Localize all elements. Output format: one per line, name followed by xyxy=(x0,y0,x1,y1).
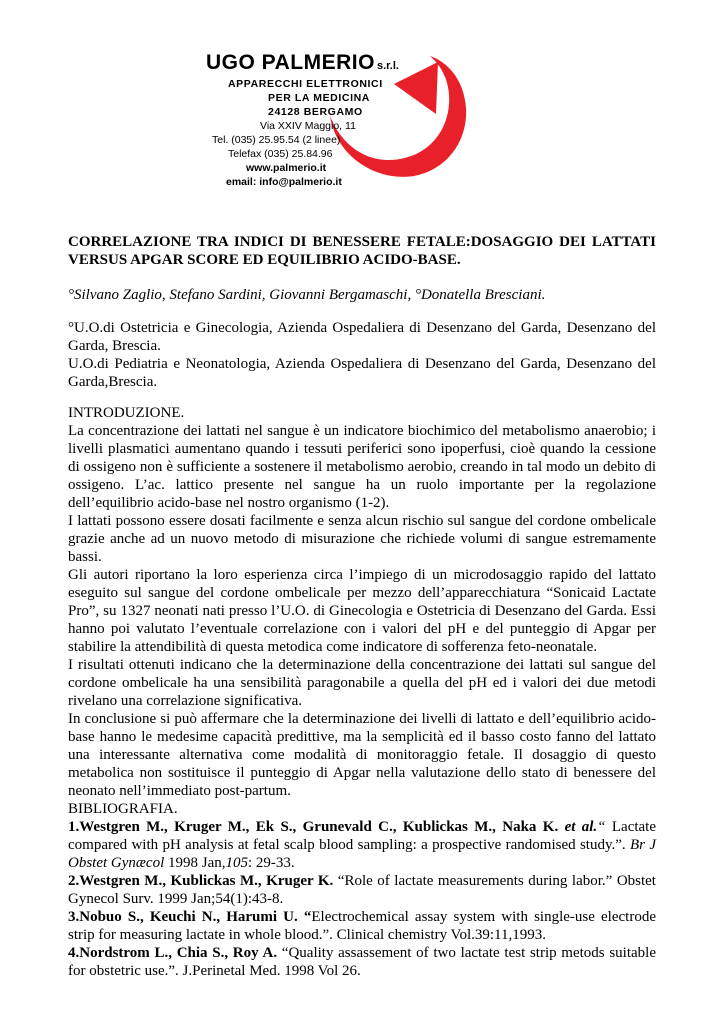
paragraph: Gli autori riportano la loro esperienza circa l’impiego di un microdosaggio rapido del lattato eseguito sul sangue del cordone ombelicale per mezzo dell’apparecchiatura “Sonicaid Lactate Pro”, su 1327 neonati nati presso l’U.O. di Ginecologia e Ostetricia di Desenzano del Garda. Essi hanno poi valutato l’eventuale correlazione con i valori del pH e del punteggio di Apgar per stabilire la attendibilità di questa metodica come indicatore di sofferenza feto-neonatale. xyxy=(68,567,656,655)
company-address: Via XXIV Maggio, 11 xyxy=(260,120,356,132)
company-line-3: 24128 BERGAMO xyxy=(268,106,363,118)
title-line-1: CORRELAZIONE TRA INDICI DI BENESSERE FETALE:DOSAGGIO DEI LATTATI xyxy=(68,234,656,250)
bib-quote: “ xyxy=(597,819,606,835)
bibliography-item xyxy=(68,944,656,980)
letterhead xyxy=(206,52,436,189)
company-line-1: APPARECCHI ELETTRONICI xyxy=(228,78,383,90)
bib-etal: et al. xyxy=(564,819,598,835)
bib-text: Electrochemical assay system with single-use electrode strip for measuring lactate in whole blood.”. Clinical chemistry Vol.39:11,1993. xyxy=(68,909,656,943)
paragraph: In conclusione si può affermare che la determinazione dei livelli di lattato e dell’equilibrio acido-base hanno le medesime capacità predittive, ma la semplicità ed il basso costo fanno del lattato una interessante alternativa come modalità di monitoraggio fetale. Il dosaggio di questo metabolica non sostituisce il punteggio di Apgar nella valutazione dello stato di benessere del neonato nell’immediato post-partum. xyxy=(68,711,656,799)
company-email: email: info@palmerio.it xyxy=(226,176,342,188)
company-name: UGO PALMERIO s.r.l. xyxy=(206,51,399,74)
bibliography-item xyxy=(68,872,656,908)
paragraph: I lattati possono essere dosati facilmente e senza alcun rischio sul sangue del cordone ombelicale grazie anche ad un nuovo metodo di misurazione che richiede volumi di sangue estremamente bassi. xyxy=(68,513,656,565)
company-fax: Telefax (035) 25.84.96 xyxy=(228,148,333,160)
bib-date: 1998 Jan, xyxy=(164,855,226,871)
intro-heading: INTRODUZIONE. xyxy=(68,405,185,421)
title-line-2: VERSUS APGAR SCORE ED EQUILIBRIO ACIDO-BASE. xyxy=(68,252,461,268)
bib-authors: 4.Nordstrom L., Chia S., Roy A. xyxy=(68,945,278,961)
affiliations xyxy=(68,319,656,391)
bib-journal: Br J Obstet Gynæcol xyxy=(68,837,656,871)
paragraph: I risultati ottenuti indicano che la determinazione della concentrazione dei lattati sul sangue del cordone ombelicale ha una sensibilità paragonabile a quella del pH ed i valori dei due metodi rivelano una correlazione significativa. xyxy=(68,657,656,709)
document-body xyxy=(68,404,656,980)
company-web: www.palmerio.it xyxy=(246,162,327,174)
bib-text: “Quality assassement of two lactate test strip metods suitable for obstetric use.”. J.Perinetal Med. 1998 Vol 26. xyxy=(68,945,656,979)
bib-authors: 3.Nobuo S., Keuchi N., Harumi U. “ xyxy=(68,909,312,925)
document-title xyxy=(68,233,656,269)
bib-pages: : 29-33. xyxy=(247,855,295,871)
bibliography-heading: BIBLIOGRAFIA. xyxy=(68,801,178,817)
bibliography-item xyxy=(68,908,656,944)
bibliography-item xyxy=(68,818,656,872)
paragraph: La concentrazione dei lattati nel sangue è un indicatore biochimico del metabolismo anaerobio; i livelli plasmatici aumentano quando i tessuti periferici sono ipoperfusi, cioè quando la cessione di ossigeno non è sufficiente a sostenere il metabolismo aerobio, creando in tal modo un debito di ossigeno. L’ac. lattico presente nel sangue ha un ruolo importante per la regolazione dell’equilibrio acido-base nel nostro organismo (1-2). xyxy=(68,423,656,511)
bib-authors: 2.Westgren M., Kublickas M., Kruger K. xyxy=(68,873,334,889)
bib-text: Lactate compared with pH analysis at fetal scalp blood sampling: a prospective randomised study.”. xyxy=(68,819,656,853)
company-suffix: s.r.l. xyxy=(376,60,399,72)
bib-text: “Role of lactate measurements during labor.” Obstet Gynecol Surv. 1999 Jan;54(1):43-8. xyxy=(68,873,656,907)
bib-volume: 105 xyxy=(225,855,248,871)
bib-authors: 1.Westgren M., Kruger M., Ek S., Grunevald C., Kublickas M., Naka K. xyxy=(68,819,559,835)
company-tel: Tel. (035) 25.95.54 (2 linee) xyxy=(212,134,341,146)
affiliation-1: °U.O.di Ostetricia e Ginecologia, Azienda Ospedaliera di Desenzano del Garda, Desenzano del Garda, Brescia. xyxy=(68,320,656,354)
company-line-2: PER LA MEDICINA xyxy=(268,92,370,104)
authors: °Silvano Zaglio, Stefano Sardini, Giovanni Bergamaschi, °Donatella Bresciani. xyxy=(68,287,546,303)
affiliation-2: U.O.di Pediatria e Neonatologia, Azienda Ospedaliera di Desenzano del Garda, Desenzano del Garda,Brescia. xyxy=(68,356,656,390)
